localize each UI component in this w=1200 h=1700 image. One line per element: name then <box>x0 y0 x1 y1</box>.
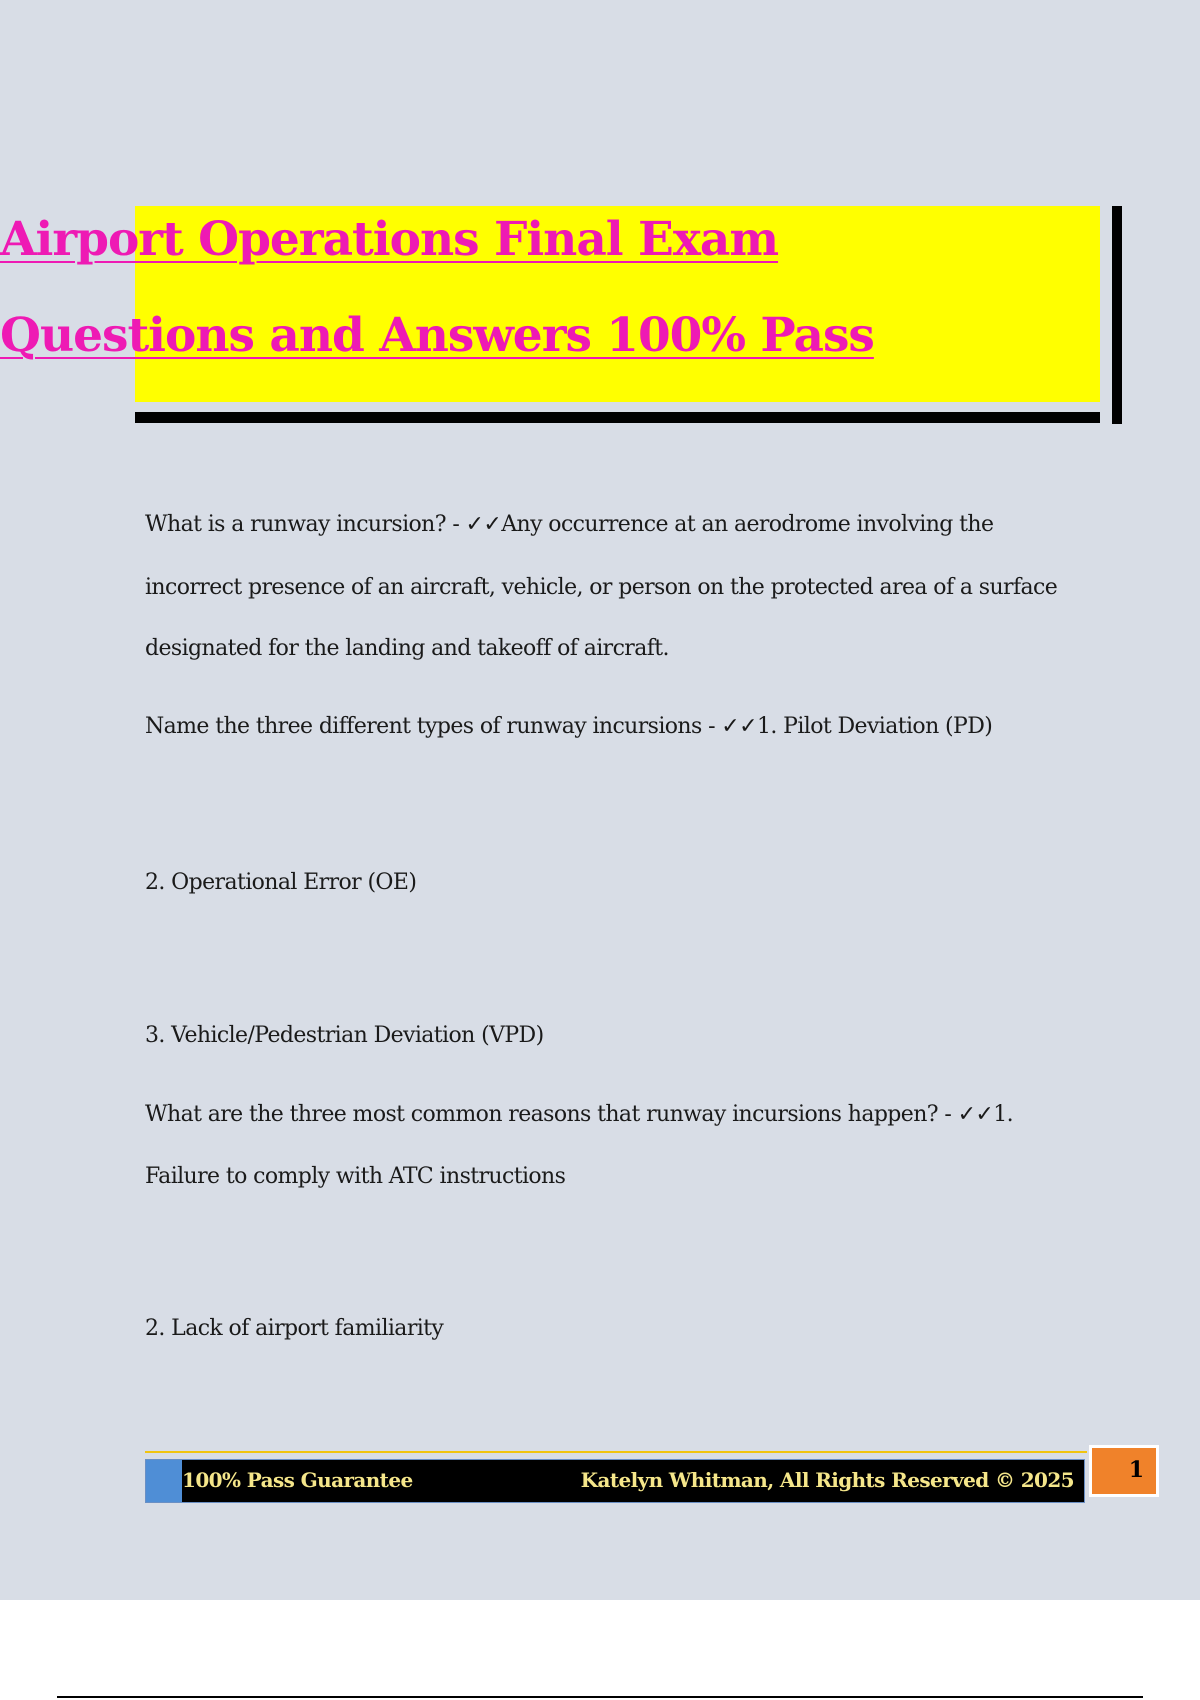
footer-bar <box>145 1459 1085 1503</box>
page-number-badge <box>1089 1445 1159 1497</box>
footer-accent <box>146 1460 182 1502</box>
question-1-text: What is a runway incursion? - ✓✓Any occurrence at an aerodrome involving the <box>145 512 994 537</box>
footer-divider <box>145 1451 1087 1453</box>
title-line-2: Questions and Answers 100% Pass <box>0 308 874 363</box>
page-number: 1 <box>1128 1457 1144 1483</box>
answer-1-text-line-2: incorrect presence of an aircraft, vehicle, or person on the protected area of a surface <box>145 575 1058 600</box>
footer-copyright-text: Katelyn Whitman, All Rights Reserved © 2025 <box>580 1468 1074 1492</box>
answer-3-item-2: 2. Lack of airport familiarity <box>145 1316 444 1341</box>
question-2-text: Name the three different types of runway incursions - ✓✓1. Pilot Deviation (PD) <box>145 714 993 739</box>
title-shadow-bottom <box>135 412 1100 423</box>
answer-2-item-3: 3. Vehicle/Pedestrian Deviation (VPD) <box>145 1023 544 1048</box>
answer-3-item-1: Failure to comply with ATC instructions <box>145 1164 566 1189</box>
question-3-text: What are the three most common reasons that runway incursions happen? - ✓✓1. <box>145 1102 1014 1127</box>
answer-1-text-line-3: designated for the landing and takeoff of aircraft. <box>145 636 669 661</box>
answer-2-item-2: 2. Operational Error (OE) <box>145 870 417 895</box>
footer-guarantee-text: 100% Pass Guarantee <box>182 1468 413 1492</box>
next-page-divider <box>57 1696 1143 1698</box>
title-line-1: Airport Operations Final Exam <box>0 212 779 267</box>
